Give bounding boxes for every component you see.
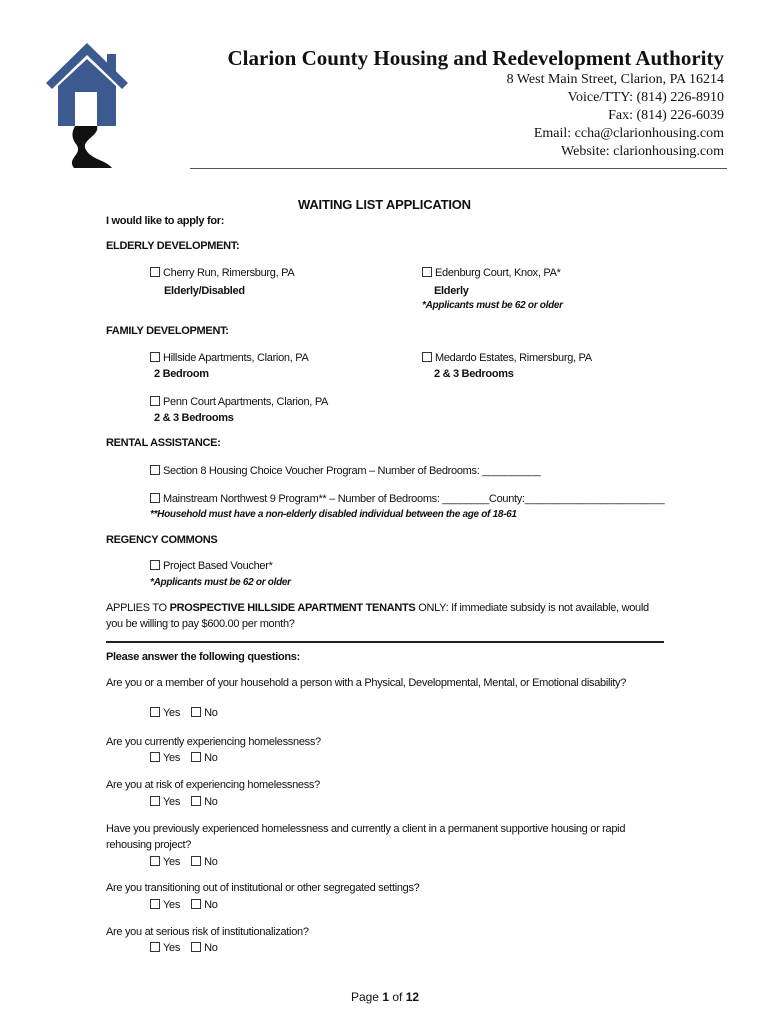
penn-court-sub: 2 & 3 Bedrooms (154, 412, 234, 424)
edenburg-option[interactable]: Edenburg Court, Knox, PA* (422, 267, 561, 279)
checkbox[interactable] (150, 396, 160, 406)
fax: Fax: (814) 226-6039 (608, 108, 724, 123)
hillside-option[interactable]: Hillside Apartments, Clarion, PA (150, 352, 308, 364)
q3-answers[interactable]: Yes No (150, 796, 218, 808)
cherry-run-option[interactable]: Cherry Run, Rimersburg, PA (150, 267, 294, 279)
email: Email: ccha@clarionhousing.com (533, 126, 724, 141)
checkbox[interactable] (150, 267, 160, 277)
form-title: WAITING LIST APPLICATION (298, 197, 471, 212)
checkbox[interactable] (422, 267, 432, 277)
questions-heading: Please answer the following questions: (106, 651, 300, 663)
checkbox[interactable] (150, 560, 160, 570)
website: Website: clarionhousing.com (561, 144, 724, 159)
header-divider (190, 168, 727, 169)
checkbox[interactable] (150, 465, 160, 475)
question-2: Are you currently experiencing homelessness? (106, 736, 321, 748)
project-based-option[interactable]: Project Based Voucher* (150, 560, 273, 572)
hillside-sub: 2 Bedroom (154, 368, 209, 380)
checkbox-no[interactable] (191, 796, 201, 806)
rental-heading: RENTAL ASSISTANCE: (106, 437, 221, 449)
penn-court-option[interactable]: Penn Court Apartments, Clarion, PA (150, 396, 328, 408)
section-divider (106, 641, 664, 643)
intro-text: I would like to apply for: (106, 215, 225, 227)
checkbox-yes[interactable] (150, 796, 160, 806)
q6-answers[interactable]: Yes No (150, 942, 218, 954)
q2-answers[interactable]: Yes No (150, 752, 218, 764)
edenburg-sub: Elderly (434, 285, 469, 297)
hillside-statement: APPLIES TO PROSPECTIVE HILLSIDE APARTMENT TENANTS ONLY: If immediate subsidy is not available, would (106, 602, 649, 614)
cherry-run-sub: Elderly/Disabled (164, 285, 245, 297)
address: 8 West Main Street, Clarion, PA 16214 (506, 72, 724, 87)
page-number: Page 1 of 12 (350, 990, 420, 1004)
regency-note: *Applicants must be 62 or older (150, 577, 291, 588)
checkbox-no[interactable] (191, 942, 201, 952)
rental-note: **Household must have a non-elderly disabled individual between the age of 18-61 (150, 509, 517, 520)
q1-answers[interactable]: Yes No (150, 707, 218, 719)
checkbox-no[interactable] (191, 752, 201, 762)
question-5: Are you transitioning out of institutional or other segregated settings? (106, 882, 420, 894)
checkbox-no[interactable] (191, 856, 201, 866)
checkbox[interactable] (150, 493, 160, 503)
checkbox-no[interactable] (191, 707, 201, 717)
checkbox-yes[interactable] (150, 752, 160, 762)
voice-tty: Voice/TTY: (814) 226-8910 (567, 90, 724, 105)
organization-name: Clarion County Housing and Redevelopment Authority (227, 46, 724, 70)
elderly-note: *Applicants must be 62 or older (422, 300, 563, 311)
checkbox[interactable] (150, 352, 160, 362)
mainstream-option[interactable]: Mainstream Northwest 9 Program** – Number of Bedrooms: ________County:________________________ (150, 493, 664, 505)
checkbox-no[interactable] (191, 899, 201, 909)
medardo-sub: 2 & 3 Bedrooms (434, 368, 514, 380)
medardo-option[interactable]: Medardo Estates, Rimersburg, PA (422, 352, 592, 364)
section8-option[interactable]: Section 8 Housing Choice Voucher Program – Number of Bedrooms: __________ (150, 465, 540, 477)
checkbox[interactable] (422, 352, 432, 362)
regency-heading: REGENCY COMMONS (106, 534, 218, 546)
question-1: Are you or a member of your household a person with a Physical, Developmental, Mental, or Emotional disability? (106, 677, 627, 689)
house-logo-icon (40, 40, 135, 170)
question-6: Are you at serious risk of institutionalization? (106, 926, 309, 938)
q5-answers[interactable]: Yes No (150, 899, 218, 911)
question-4: Have you previously experienced homelessness and currently a client in a permanent supportive housing or rapid (106, 823, 626, 835)
elderly-heading: ELDERLY DEVELOPMENT: (106, 240, 240, 252)
checkbox-yes[interactable] (150, 856, 160, 866)
question-3: Are you at risk of experiencing homelessness? (106, 779, 320, 791)
q4-answers[interactable]: Yes No (150, 856, 218, 868)
checkbox-yes[interactable] (150, 899, 160, 909)
checkbox-yes[interactable] (150, 707, 160, 717)
family-heading: FAMILY DEVELOPMENT: (106, 325, 229, 337)
hillside-statement-line2: you be willing to pay $600.00 per month? (106, 618, 295, 630)
question-4-line2: rehousing project? (106, 839, 192, 851)
checkbox-yes[interactable] (150, 942, 160, 952)
